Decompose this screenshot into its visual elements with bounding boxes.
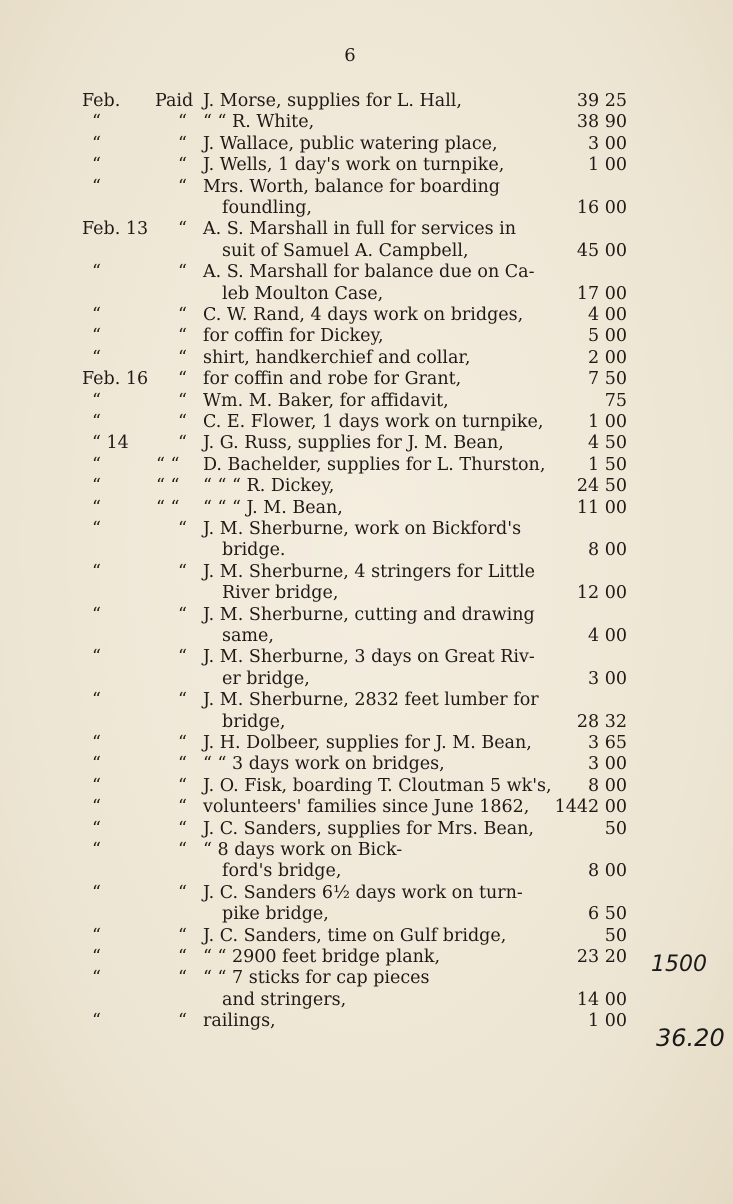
- entry-amount: 75: [604, 390, 627, 411]
- entry-amount: 23 20: [576, 947, 627, 967]
- entry-date: “: [92, 412, 101, 432]
- entry-date: “: [92, 262, 101, 283]
- entry-date: “: [92, 882, 101, 903]
- entry-amount: 24 50: [576, 476, 627, 497]
- entry-paid-mark: “: [178, 155, 187, 176]
- entry-paid-mark: “: [178, 369, 187, 390]
- ledger-line: [0, 347, 733, 369]
- ledger-line: [0, 646, 733, 668]
- entry-paid-mark: “: [178, 326, 187, 347]
- entry-paid-mark: “: [178, 176, 187, 197]
- entry-description: J. H. Dolbeer, supplies for J. M. Bean,: [203, 733, 532, 753]
- entry-amount: 17 00: [576, 283, 627, 304]
- entry-description: J. M. Sherburne, work on Bickford's: [203, 519, 522, 539]
- entry-description: “ 8 days work on Bick-: [203, 840, 403, 860]
- entry-date: “: [92, 390, 101, 411]
- entry-amount: 1 00: [588, 1011, 627, 1032]
- entry-description: “ “ 3 days work on bridges,: [203, 754, 445, 775]
- entry-description: River bridge,: [222, 583, 339, 604]
- entry-description: J. Wallace, public watering place,: [203, 133, 498, 154]
- ledger-line: [0, 154, 733, 176]
- entry-paid-mark: “: [178, 733, 187, 753]
- entry-date: “: [92, 519, 101, 539]
- ledger-line-continuation: [0, 860, 733, 882]
- entry-description: A. S. Marshall in full for services in: [203, 219, 517, 240]
- entry-description: foundling,: [222, 198, 312, 218]
- entry-description: C. E. Flower, 1 days work on turnpike,: [203, 412, 544, 432]
- ledger-line: [0, 561, 733, 583]
- ledger-line: [0, 111, 733, 133]
- entry-date: “: [92, 497, 101, 518]
- entry-amount: 4 50: [588, 433, 627, 454]
- ledger-line: [0, 368, 733, 390]
- ledger-line: [0, 518, 733, 540]
- entry-description: J. C. Sanders 6½ days work on turn-: [203, 882, 523, 903]
- entry-description: J. Wells, 1 day's work on turnpike,: [203, 155, 505, 176]
- ledger-line: [0, 454, 733, 476]
- ledger-line: [0, 753, 733, 775]
- entry-date: “: [92, 155, 101, 176]
- entry-paid-mark: “ “: [156, 454, 180, 475]
- entry-description: same,: [222, 626, 274, 646]
- entry-paid-mark: “: [178, 412, 187, 432]
- entry-description: pike bridge,: [222, 904, 329, 925]
- entry-description: volunteers' families since June 1862,: [203, 797, 530, 818]
- ledger-line-continuation: [0, 283, 733, 305]
- entry-paid-mark: “: [178, 433, 187, 454]
- entry-description: J. M. Sherburne, 2832 feet lumber for: [203, 690, 539, 711]
- ledger-line: [0, 304, 733, 326]
- entry-description: for coffin and robe for Grant,: [203, 369, 462, 390]
- ledger-line: [0, 839, 733, 861]
- ledger-line-continuation: [0, 582, 733, 604]
- ledger-line: [0, 775, 733, 797]
- entry-description: bridge.: [222, 540, 286, 561]
- ledger-line: [0, 796, 733, 818]
- ledger-line: [0, 732, 733, 754]
- entry-paid-mark: “: [178, 775, 187, 796]
- ledger-line-continuation: [0, 240, 733, 262]
- entry-description: and stringers,: [222, 989, 347, 1010]
- entry-amount: 5 00: [588, 326, 627, 347]
- entry-amount: 38 90: [576, 112, 627, 133]
- entry-paid-mark: “: [178, 754, 187, 775]
- entry-date: “: [92, 454, 101, 475]
- entry-paid-mark: “: [178, 604, 187, 625]
- entry-date: “: [92, 176, 101, 197]
- handwritten-note-total: 36.20: [656, 1024, 725, 1052]
- entry-date: “: [92, 775, 101, 796]
- entry-date: “: [92, 968, 101, 989]
- entry-description: J. O. Fisk, boarding T. Cloutman 5 wk's,: [203, 775, 552, 796]
- ledger-line-continuation: [0, 668, 733, 690]
- entry-amount: 1 00: [588, 412, 627, 432]
- entry-amount: 3 00: [588, 133, 627, 154]
- entry-description: J. C. Sanders, time on Gulf bridge,: [203, 925, 507, 946]
- entry-description: J. M. Sherburne, cutting and drawing: [203, 604, 535, 625]
- entry-description: er bridge,: [222, 668, 310, 689]
- entry-amount: 50: [604, 925, 627, 946]
- entry-paid-mark: “: [178, 112, 187, 133]
- entry-description: C. W. Rand, 4 days work on bridges,: [203, 305, 524, 325]
- entry-paid-mark: “: [178, 882, 187, 903]
- ledger-line: [0, 818, 733, 840]
- entry-date: Feb. 13: [82, 219, 149, 240]
- entry-description: “ “ “ R. Dickey,: [203, 476, 335, 497]
- entry-description: leb Moulton Case,: [222, 283, 384, 304]
- entry-date: “: [92, 797, 101, 818]
- entry-paid-mark: “: [178, 818, 187, 839]
- entry-paid-mark: “: [178, 390, 187, 411]
- entry-amount: 1442 00: [554, 797, 627, 818]
- entry-amount: 28 32: [576, 711, 627, 732]
- entry-amount: 2 00: [588, 347, 627, 368]
- entry-date: “: [92, 561, 101, 582]
- entry-date: “: [92, 925, 101, 946]
- entry-description: J. C. Sanders, supplies for Mrs. Bean,: [203, 818, 534, 839]
- entry-paid-mark: “: [178, 797, 187, 818]
- entry-paid-mark: “: [178, 133, 187, 154]
- entry-amount: 12 00: [576, 583, 627, 604]
- ledger-line: [0, 133, 733, 155]
- entry-description: “ “ R. White,: [203, 112, 315, 133]
- ledger-line-continuation: [0, 989, 733, 1011]
- entry-date: “: [92, 1011, 101, 1032]
- ledger-line: [0, 497, 733, 519]
- handwritten-note-1500: 1500: [651, 952, 707, 977]
- entry-date: “ 14: [92, 433, 129, 454]
- entry-amount: 45 00: [576, 240, 627, 261]
- entry-description: A. S. Marshall for balance due on Ca-: [203, 262, 535, 283]
- entry-amount: 6 50: [588, 904, 627, 925]
- entry-paid-mark: “: [178, 968, 187, 989]
- entry-date: “: [92, 305, 101, 325]
- entry-date: “: [92, 347, 101, 368]
- entry-date: “: [92, 133, 101, 154]
- entry-date: “: [92, 476, 101, 497]
- entry-description: Wm. M. Baker, for affidavit,: [203, 390, 449, 411]
- ledger-line: [0, 967, 733, 989]
- entry-date: Feb.: [82, 91, 121, 111]
- ledger-line: [0, 411, 733, 433]
- entry-amount: 3 00: [588, 754, 627, 775]
- entry-description: suit of Samuel A. Campbell,: [222, 240, 469, 261]
- ledger-line: [0, 432, 733, 454]
- entry-amount: 4 00: [588, 305, 627, 325]
- entry-date: “: [92, 947, 101, 967]
- ledger-line: [0, 946, 733, 968]
- entry-amount: 11 00: [576, 497, 627, 518]
- entry-amount: 1 50: [588, 454, 627, 475]
- ledger-line: [0, 689, 733, 711]
- entry-description: ford's bridge,: [222, 861, 342, 882]
- entry-paid-mark: Paid: [155, 91, 194, 111]
- entry-date: “: [92, 112, 101, 133]
- entry-description: “ “ “ J. M. Bean,: [203, 497, 343, 518]
- entry-paid-mark: “: [178, 647, 187, 668]
- ledger-line-continuation: [0, 903, 733, 925]
- entry-amount: 1 00: [588, 155, 627, 176]
- ledger-line: [0, 390, 733, 412]
- ledger-line: [0, 325, 733, 347]
- entry-date: “: [92, 690, 101, 711]
- page-number: 6: [344, 45, 356, 66]
- entry-amount: 3 00: [588, 668, 627, 689]
- ledger-line: [0, 90, 733, 112]
- entry-date: “: [92, 818, 101, 839]
- entry-description: J. G. Russ, supplies for J. M. Bean,: [203, 433, 504, 454]
- entry-description: “ “ 7 sticks for cap pieces: [203, 968, 430, 989]
- ledger-line: [0, 882, 733, 904]
- entry-amount: 16 00: [576, 198, 627, 218]
- ledger-line: [0, 1010, 733, 1032]
- entry-date: “: [92, 840, 101, 860]
- entry-paid-mark: “: [178, 305, 187, 325]
- entry-description: J. M. Sherburne, 3 days on Great Riv-: [203, 647, 535, 668]
- entry-description: “ “ 2900 feet bridge plank,: [203, 947, 441, 967]
- entry-description: D. Bachelder, supplies for L. Thurston,: [203, 454, 546, 475]
- entry-amount: 3 65: [588, 733, 627, 753]
- entry-paid-mark: “ “: [156, 476, 180, 497]
- entry-paid-mark: “: [178, 219, 187, 240]
- entry-date: “: [92, 604, 101, 625]
- ledger-line: [0, 218, 733, 240]
- entry-amount: 8 00: [588, 540, 627, 561]
- entry-paid-mark: “: [178, 690, 187, 711]
- entry-amount: 14 00: [576, 989, 627, 1010]
- ledger-line: [0, 176, 733, 198]
- entry-amount: 8 00: [588, 861, 627, 882]
- ledger-line: [0, 604, 733, 626]
- ledger-line: [0, 475, 733, 497]
- ledger-line-continuation: [0, 539, 733, 561]
- entry-date: “: [92, 326, 101, 347]
- ledger-line-continuation: [0, 197, 733, 219]
- entry-date: “: [92, 754, 101, 775]
- entry-paid-mark: “: [178, 840, 187, 860]
- entry-amount: 39 25: [576, 91, 627, 111]
- entry-description: Mrs. Worth, balance for boarding: [203, 176, 500, 197]
- entry-amount: 4 00: [588, 626, 627, 646]
- ledger-line: [0, 261, 733, 283]
- entry-paid-mark: “: [178, 561, 187, 582]
- entry-description: J. M. Sherburne, 4 stringers for Little: [203, 561, 535, 582]
- entry-description: railings,: [203, 1011, 276, 1032]
- entry-paid-mark: “ “: [156, 497, 180, 518]
- entry-paid-mark: “: [178, 519, 187, 539]
- entry-paid-mark: “: [178, 1011, 187, 1032]
- entry-description: J. Morse, supplies for L. Hall,: [203, 91, 462, 111]
- entry-amount: 7 50: [588, 369, 627, 390]
- ledger-line-continuation: [0, 625, 733, 647]
- entry-description: for coffin for Dickey,: [203, 326, 384, 347]
- entry-date: “: [92, 733, 101, 753]
- entry-paid-mark: “: [178, 925, 187, 946]
- ledger-line-continuation: [0, 711, 733, 733]
- ledger-line: [0, 925, 733, 947]
- entry-paid-mark: “: [178, 262, 187, 283]
- entry-date: “: [92, 647, 101, 668]
- entry-date: Feb. 16: [82, 369, 149, 390]
- entry-paid-mark: “: [178, 347, 187, 368]
- entry-description: shirt, handkerchief and collar,: [203, 347, 471, 368]
- entry-amount: 50: [604, 818, 627, 839]
- entry-paid-mark: “: [178, 947, 187, 967]
- entry-description: bridge,: [222, 711, 286, 732]
- entry-amount: 8 00: [588, 775, 627, 796]
